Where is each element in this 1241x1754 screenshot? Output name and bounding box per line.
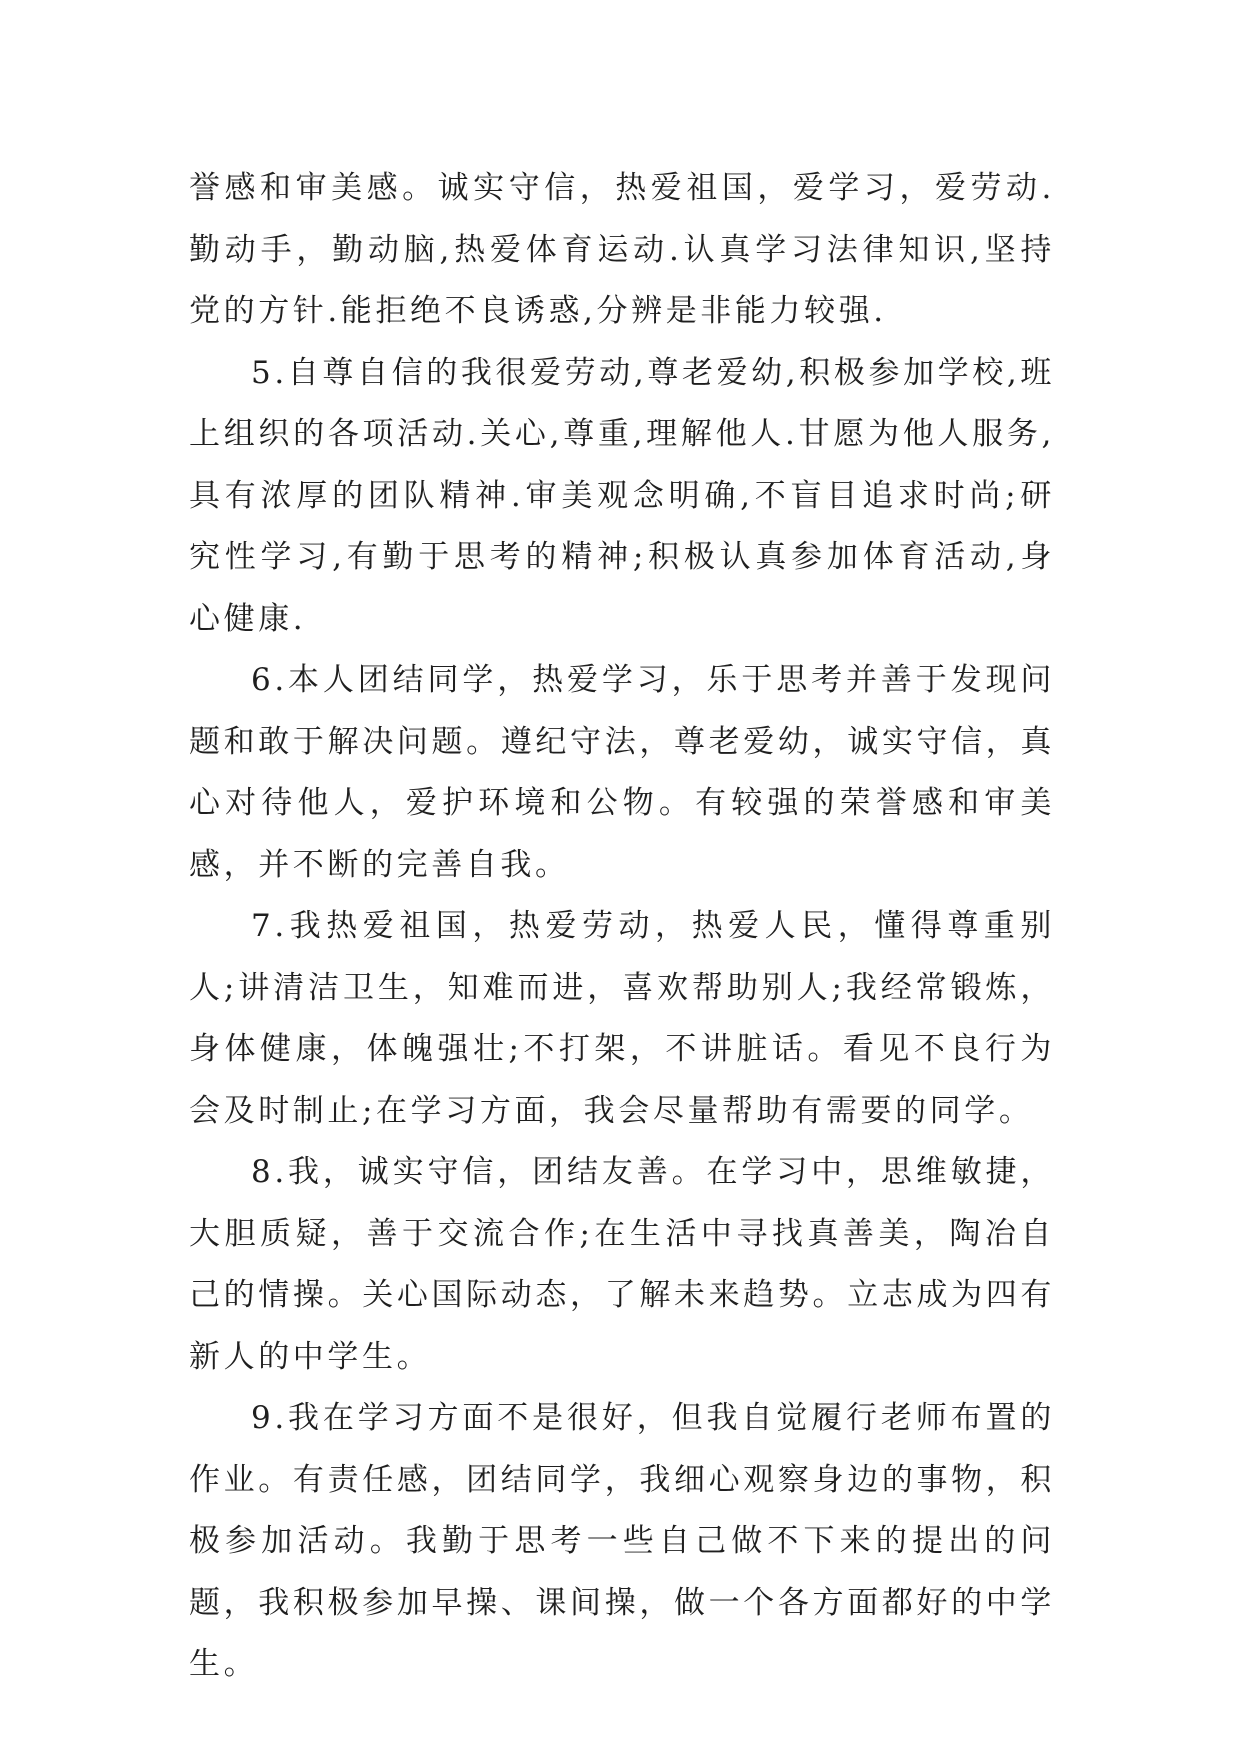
paragraph-item-8: 8.我，诚实守信，团结友善。在学习中，思维敏捷，大胆质疑，善于交流合作;在生活中寻找真善美，陶冶自己的情操。关心国际动态，了解未来趋势。立志成为四有新人的中学生。 (189, 1154, 1055, 1375)
paragraph-continued: 誉感和审美感。诚实守信，热爱祖国，爱学习，爱劳动.勤动手，勤动脑,热爱体育运动.认真学习法律知识,坚持党的方针.能拒绝不良诱惑,分辨是非能力较强. (189, 170, 1055, 329)
paragraph-item-5: 5.自尊自信的我很爱劳动,尊老爱幼,积极参加学校,班上组织的各项活动.关心,尊重,理解他人.甘愿为他人服务,具有浓厚的团队精神.审美观念明确,不盲目追求时尚;研究性学习,有勤于思考的精神;积极认真参加体育活动,身心健康. (189, 354, 1055, 637)
paragraph-item-7: 7.我热爱祖国，热爱劳动，热爱人民，懂得尊重别人;讲清洁卫生，知难而进，喜欢帮助别人;我经常锻炼，身体健康，体魄强壮;不打架，不讲脏话。看见不良行为会及时制止;在学习方面，我会尽量帮助有需要的同学。 (189, 908, 1055, 1129)
paragraph-item-9: 9.我在学习方面不是很好，但我自觉履行老师布置的作业。有责任感，团结同学，我细心观察身边的事物，积极参加活动。我勤于思考一些自己做不下来的提出的问题，我积极参加早操、课间操，做一个各方面都好的中学生。 (189, 1400, 1055, 1682)
paragraph-item-6: 6.本人团结同学，热爱学习，乐于思考并善于发现问题和敢于解决问题。遵纪守法，尊老爱幼，诚实守信，真心对待他人，爱护环境和公物。有较强的荣誉感和审美感，并不断的完善自我。 (189, 662, 1055, 883)
document-body (189, 158, 1055, 1696)
